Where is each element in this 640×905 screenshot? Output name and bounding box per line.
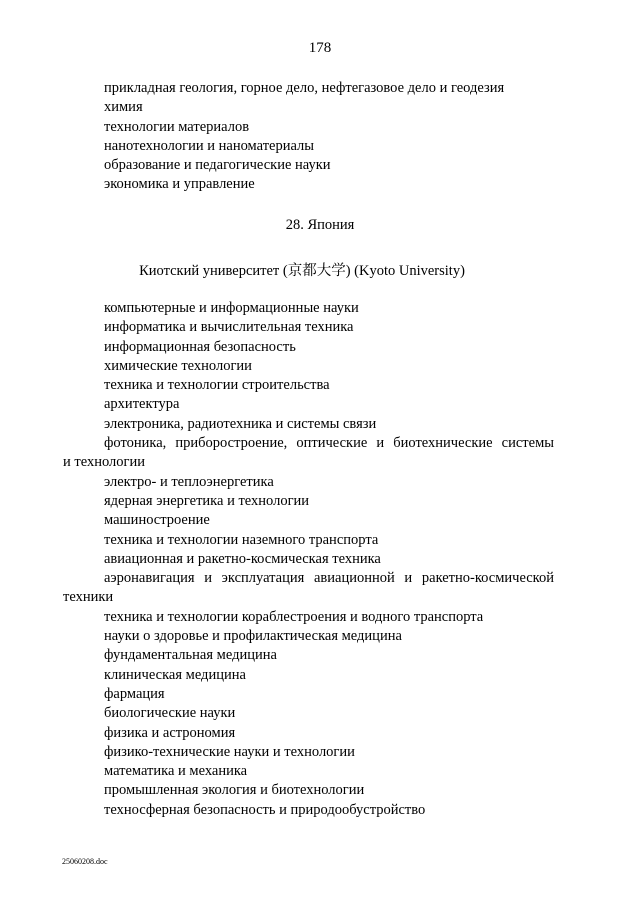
page-number: 178 [308,40,332,56]
list-item: техника и технологии наземного транспорта [104,531,379,548]
list-item: техносферная безопасность и природообустройство [104,801,426,818]
list-item: экономика и управление [104,176,255,193]
list-item: информатика и вычислительная техника [104,319,354,336]
list-item: биологические науки [104,705,236,722]
list-item: электро- и теплоэнергетика [104,473,274,490]
list-item: прикладная геология, горное дело, нефтегазовое дело и геодезия [104,80,505,96]
list-item: авиационная и ракетно-космическая техника [104,550,381,567]
list-item: нанотехнологии и наноматериалы [104,137,315,154]
list-item-line: аэронавигация и эксплуатация авиационной и ракетно-космической [104,570,554,587]
list-item: науки о здоровье и профилактическая медицина [104,628,402,645]
list-item: машиностроение [104,512,210,529]
list-item-continuation: техники [63,589,114,606]
list-item [0,569,640,608]
list-item: техника и технологии кораблестроения и водного транспорта [104,608,484,625]
list-item: фармация [104,685,165,702]
university-name: Киотский университет (京都大学) (Kyoto University) [139,263,465,279]
list-item: техника и технологии строительства [104,377,330,394]
list-item: образование и педагогические науки [104,157,331,174]
list-item: информационная безопасность [104,338,296,355]
section-heading: 28. Япония [285,217,355,233]
list-item-continuation: и технологии [63,454,145,471]
file-name-footer: 25060208.doc [62,857,108,866]
list-item: технологии материалов [104,118,250,135]
list-item-line: фотоника, приборостроение, оптические и биотехнические системы [104,435,554,452]
list-item: математика и механика [104,763,248,780]
list-item [0,434,640,473]
list-item: физика и астрономия [104,724,236,741]
main-field-list [0,299,640,820]
list-item: промышленная экология и биотехнологии [104,782,365,799]
list-item: компьютерные и информационные науки [104,300,359,316]
list-item: ядерная энергетика и технологии [104,492,310,509]
list-item: химия [104,99,143,116]
list-item: химические технологии [104,357,252,374]
top-field-list [0,79,640,195]
list-item: архитектура [104,396,180,413]
list-item: фундаментальная медицина [104,647,277,664]
list-item: электроника, радиотехника и системы связи [104,415,377,432]
list-item: клиническая медицина [104,666,246,683]
list-item: физико-технические науки и технологии [104,743,355,760]
